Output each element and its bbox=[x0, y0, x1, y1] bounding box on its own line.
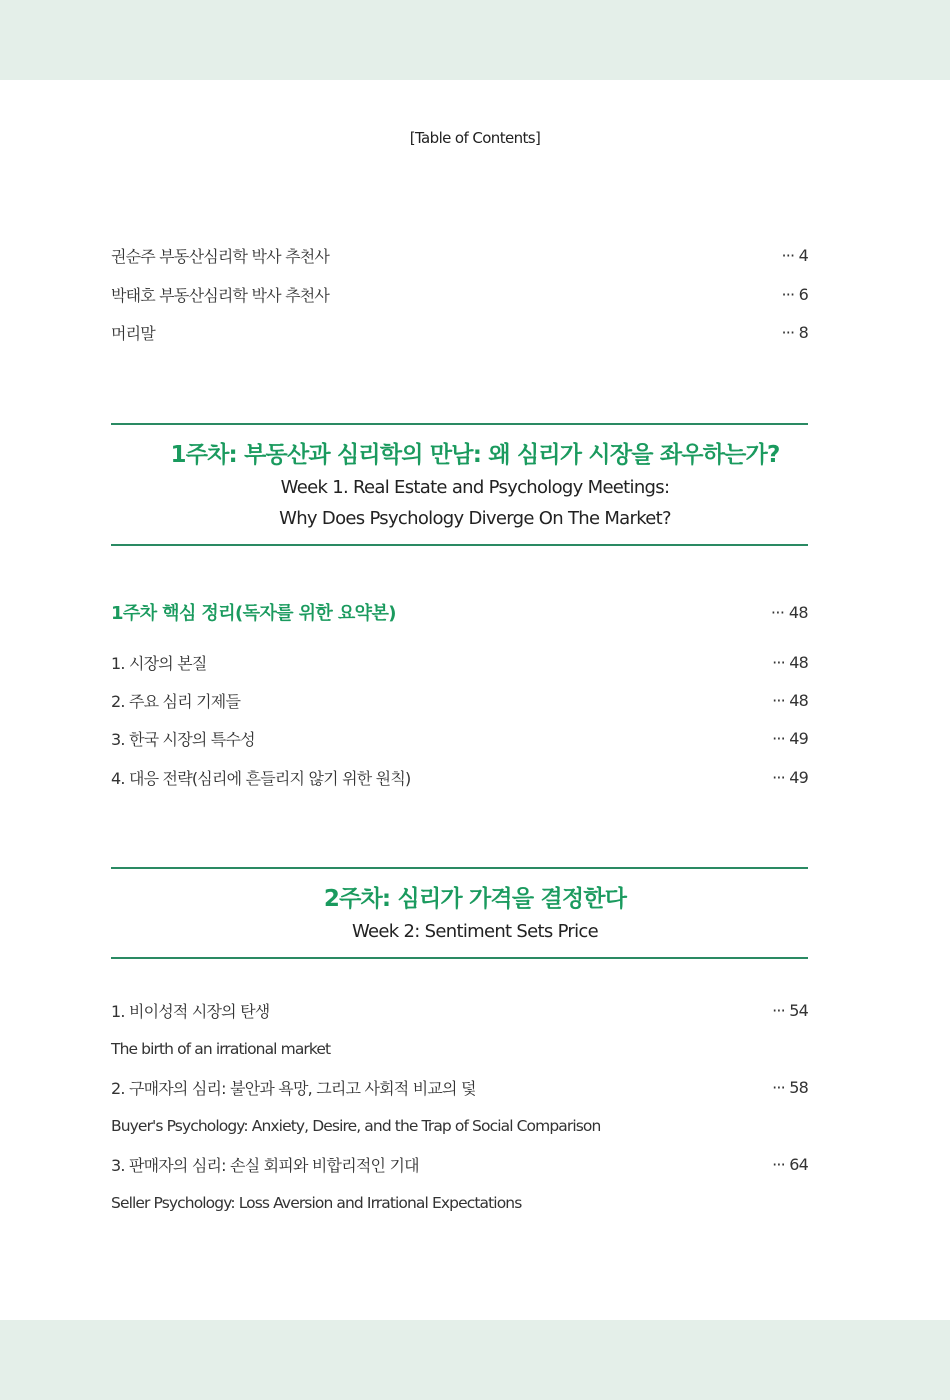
toc-entry-page: ··· 64 bbox=[772, 1154, 808, 1174]
toc-entry[interactable] bbox=[111, 282, 808, 306]
top-band bbox=[0, 0, 950, 80]
toc-entry-label: 1. 시장의 본질 bbox=[111, 653, 207, 673]
summary-entry-page: ··· 48 bbox=[770, 602, 808, 622]
chapter-divider bbox=[111, 867, 808, 869]
toc-entry[interactable] bbox=[111, 1075, 808, 1099]
toc-entry-page: ··· 58 bbox=[772, 1077, 808, 1097]
toc-entry-label: 3. 한국 시장의 특수성 bbox=[111, 729, 255, 749]
toc-entry-page: ··· 48 bbox=[772, 652, 808, 672]
toc-entry-label: 2. 주요 심리 기제들 bbox=[111, 691, 241, 711]
chapter-divider bbox=[111, 957, 808, 959]
toc-entry[interactable] bbox=[111, 320, 808, 344]
toc-entry-page: ··· 49 bbox=[772, 728, 808, 748]
toc-entry[interactable] bbox=[111, 688, 808, 712]
toc-entry-page: ··· 6 bbox=[781, 284, 808, 304]
toc-title: [Table of Contents] bbox=[409, 129, 541, 147]
week1-title: 1주차: 부동산과 심리학의 만남: 왜 심리가 시장을 좌우하는가? bbox=[170, 442, 780, 468]
summary-entry[interactable] bbox=[111, 600, 808, 624]
toc-entry-label: 머리말 bbox=[111, 323, 155, 343]
toc-entry-page: ··· 54 bbox=[772, 1000, 808, 1020]
toc-entry-page: ··· 49 bbox=[772, 767, 808, 787]
toc-entry-subtitle: Seller Psychology: Loss Aversion and Irrational Expectations bbox=[111, 1194, 522, 1212]
toc-entry[interactable] bbox=[111, 1152, 808, 1176]
toc-entry[interactable] bbox=[111, 650, 808, 674]
week2-title: 2주차: 심리가 가격을 결정한다 bbox=[323, 886, 627, 912]
toc-entry-label: 4. 대응 전략(심리에 흔들리지 않기 위한 원칙) bbox=[111, 768, 411, 788]
toc-entry-subtitle: The birth of an irrational market bbox=[111, 1040, 331, 1058]
toc-entry[interactable] bbox=[111, 243, 808, 267]
toc-entry-page: ··· 8 bbox=[781, 322, 808, 342]
toc-entry-page: ··· 4 bbox=[781, 245, 808, 265]
toc-entry-label: 권순주 부동산심리학 박사 추천사 bbox=[111, 246, 330, 266]
toc-entry[interactable] bbox=[111, 765, 808, 789]
toc-entry-label: 2. 구매자의 심리: 불안과 욕망, 그리고 사회적 비교의 덫 bbox=[111, 1078, 476, 1098]
week2-english-title: Week 2: Sentiment Sets Price bbox=[351, 921, 598, 942]
chapter-divider bbox=[111, 544, 808, 546]
toc-entry-label: 3. 판매자의 심리: 손실 회피와 비합리적인 기대 bbox=[111, 1155, 419, 1175]
week1-english-title-line1: Week 1. Real Estate and Psychology Meetings: bbox=[280, 477, 670, 498]
toc-entry[interactable] bbox=[111, 998, 808, 1022]
toc-entry-page: ··· 48 bbox=[772, 690, 808, 710]
toc-entry[interactable] bbox=[111, 726, 808, 750]
chapter-divider bbox=[111, 423, 808, 425]
toc-entry-label: 박태호 부동산심리학 박사 추천사 bbox=[111, 285, 330, 305]
bottom-band bbox=[0, 1320, 950, 1400]
toc-entry-label: 1. 비이성적 시장의 탄생 bbox=[111, 1001, 270, 1021]
toc-entry-subtitle: Buyer's Psychology: Anxiety, Desire, and the Trap of Social Comparison bbox=[111, 1117, 601, 1135]
summary-entry-label: 1주차 핵심 정리(독자를 위한 요약본) bbox=[111, 603, 396, 624]
week1-english-title-line2: Why Does Psychology Diverge On The Market? bbox=[279, 508, 671, 529]
